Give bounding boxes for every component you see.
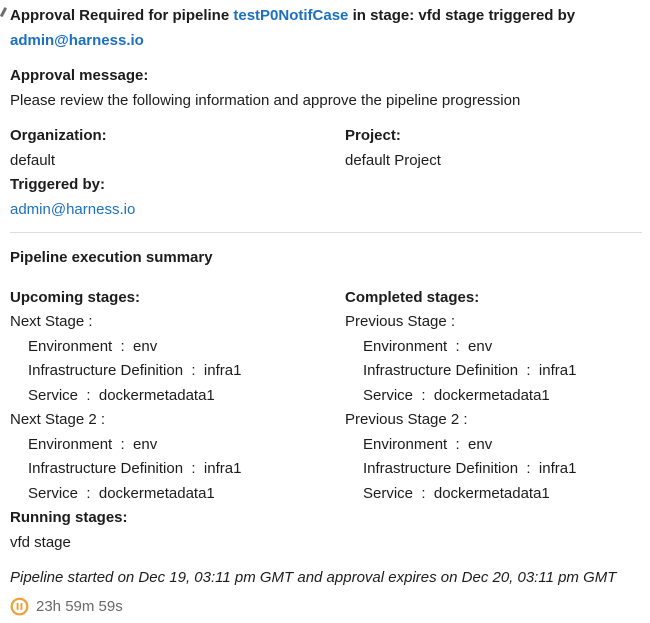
completed-stages-label: Completed stages:	[345, 288, 480, 306]
countdown-text: 23h 59m 59s	[36, 597, 123, 615]
details-right-column	[345, 124, 642, 222]
stage-detail: Environment : env	[28, 337, 158, 355]
stage-detail: Infrastructure Definition : infra1	[363, 460, 577, 477]
stages-grid	[10, 286, 642, 556]
approval-message-section	[10, 64, 642, 113]
stage-detail: Service : dockermetadata1	[28, 386, 215, 404]
stage-detail: Service : dockermetadata1	[363, 386, 550, 404]
stage-name: Next Stage :	[10, 313, 93, 330]
stage-name: Previous Stage 2 :	[345, 411, 468, 428]
organization-value: default	[10, 151, 56, 169]
approval-countdown	[10, 595, 642, 620]
upcoming-stages-column	[10, 286, 345, 556]
stage-name: Previous Stage :	[345, 313, 456, 330]
triggered-by-label: Triggered by:	[10, 176, 106, 193]
approval-message-label: Approval message:	[10, 67, 149, 84]
message-title	[10, 3, 642, 53]
stage-name: Next Stage 2 :	[10, 411, 106, 428]
schedule-note: Pipeline started on Dec 19, 03:11 pm GMT and approval expires on Dec 20, 03:11 pm GMT	[10, 569, 617, 586]
triggered-by-user-link[interactable]: admin@harness.io	[10, 32, 144, 49]
pipeline-summary-heading: Pipeline execution summary	[10, 249, 213, 266]
section-divider	[10, 232, 642, 233]
completed-stages-column	[345, 286, 642, 556]
upcoming-stages-label: Upcoming stages:	[10, 288, 141, 306]
title-text-1: Approval Required for pipeline	[10, 7, 234, 24]
stage-detail: Environment : env	[363, 435, 493, 453]
details-left-column	[10, 124, 345, 222]
pause-circle-icon	[10, 597, 29, 616]
running-stages-label: Running stages:	[10, 509, 128, 526]
cropped-edge-artifact	[0, 7, 7, 17]
stage-detail: Infrastructure Definition : infra1	[363, 362, 577, 379]
project-label: Project:	[345, 127, 401, 144]
stage-detail: Environment : env	[28, 435, 158, 453]
organization-label: Organization:	[10, 127, 107, 144]
stage-detail: Service : dockermetadata1	[28, 484, 215, 502]
approval-message-body: Please review the following information and approve the pipeline progression	[10, 91, 521, 109]
project-value: default Project	[345, 151, 441, 169]
triggered-by-value-link[interactable]: admin@harness.io	[10, 200, 136, 218]
running-stage-value: vfd stage	[10, 533, 71, 551]
details-grid	[10, 124, 642, 222]
pipeline-link[interactable]: testP0NotifCase	[233, 7, 349, 24]
stage-detail: Environment : env	[363, 337, 493, 355]
stage-detail: Infrastructure Definition : infra1	[28, 460, 242, 477]
title-text-2: in stage: vfd stage triggered by	[348, 7, 576, 24]
stage-detail: Infrastructure Definition : infra1	[28, 362, 242, 379]
stage-detail: Service : dockermetadata1	[363, 484, 550, 502]
